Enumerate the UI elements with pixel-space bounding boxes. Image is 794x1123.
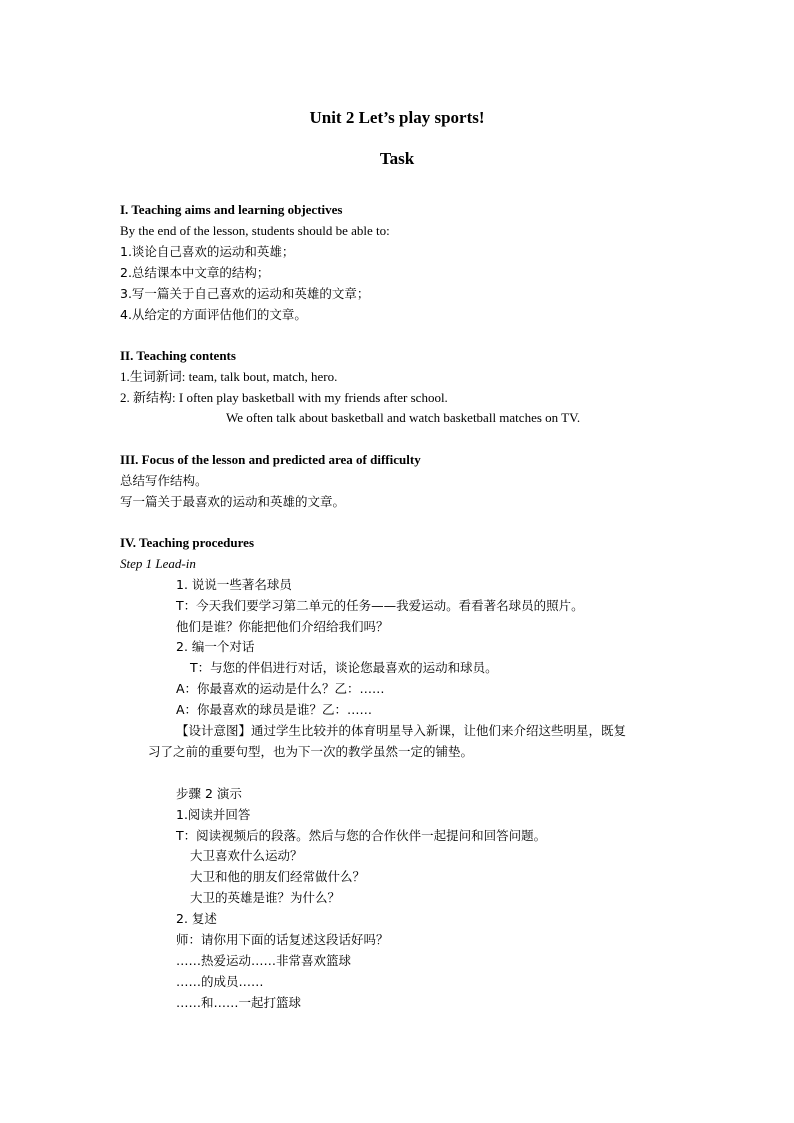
section-heading-aims: I. Teaching aims and learning objectives (120, 202, 343, 217)
procedure-line: 他们是谁？你能把他们介绍给我们吗？ (176, 619, 389, 634)
section-heading-focus: III. Focus of the lesson and predicted area of difficulty (120, 452, 421, 467)
step-2-heading: 步骤 2 演示 (176, 786, 242, 801)
procedure-line: A：你最喜欢的运动是什么？乙：…… (176, 681, 385, 696)
question-line: 大卫喜欢什么运动？ (190, 848, 303, 863)
retell-prompt-line: ……热爱运动……非常喜欢篮球 (176, 953, 352, 968)
contents-structures: 2. 新结构: I often play basketball with my friends after school. (120, 390, 448, 405)
aims-item: 1.谈论自己喜欢的运动和英雄； (120, 244, 295, 259)
question-line: 大卫的英雄是谁？为什么？ (190, 890, 341, 905)
question-line: 大卫和他的朋友们经常做什么？ (190, 869, 366, 884)
procedure-line: A：你最喜欢的球员是谁？乙：…… (176, 702, 373, 717)
focus-line: 写一篇关于最喜欢的运动和英雄的文章。 (120, 494, 346, 509)
retell-prompt-line: ……和……一起打篮球 (176, 995, 302, 1010)
design-intent-line: 【设计意图】通过学生比较并的体育明星导入新课，让他们来介绍这些明星，既复 (176, 723, 627, 738)
retell-prompt-line: ……的成员…… (176, 974, 264, 989)
aims-item: 3.写一篇关于自己喜欢的运动和英雄的文章； (120, 286, 370, 301)
procedure-line: 2. 编一个对话 (176, 639, 255, 654)
procedure-line: 师：请你用下面的话复述这段话好吗？ (176, 932, 389, 947)
section-heading-contents: II. Teaching contents (120, 348, 236, 363)
document-title: Unit 2 Let’s play sports! (309, 108, 485, 127)
focus-line: 总结写作结构。 (120, 473, 208, 488)
procedure-line: T：与您的伴侣进行对话，谈论您最喜欢的运动和球员。 (190, 660, 498, 675)
contents-vocabulary: 1.生词新词: team, talk bout, match, hero. (120, 369, 338, 384)
section-heading-procedures: IV. Teaching procedures (120, 535, 255, 550)
aims-item: 2.总结课本中文章的结构； (120, 265, 270, 280)
document-subtitle: Task (379, 149, 415, 168)
procedure-line: T：今天我们要学习第二单元的任务——我爱运动。看看著名球员的照片。 (176, 598, 584, 613)
procedure-line: T：阅读视频后的段落。然后与您的合作伙伴一起提问和回答问题。 (176, 828, 547, 843)
design-intent-line: 习了之前的重要句型，也为下一次的教学虽然一定的铺垫。 (148, 744, 474, 759)
procedure-line: 1.阅读并回答 (176, 807, 251, 822)
procedure-line: 1. 说说一些著名球员 (176, 577, 292, 592)
procedure-line: 2. 复述 (176, 911, 217, 926)
step-1-heading: Step 1 Lead-in (120, 556, 196, 571)
contents-structures-continued: We often talk about basketball and watch basketball matches on TV. (226, 410, 581, 425)
aims-item: 4.从给定的方面评估他们的文章。 (120, 307, 307, 322)
aims-intro: By the end of the lesson, students should be able to: (120, 223, 390, 238)
